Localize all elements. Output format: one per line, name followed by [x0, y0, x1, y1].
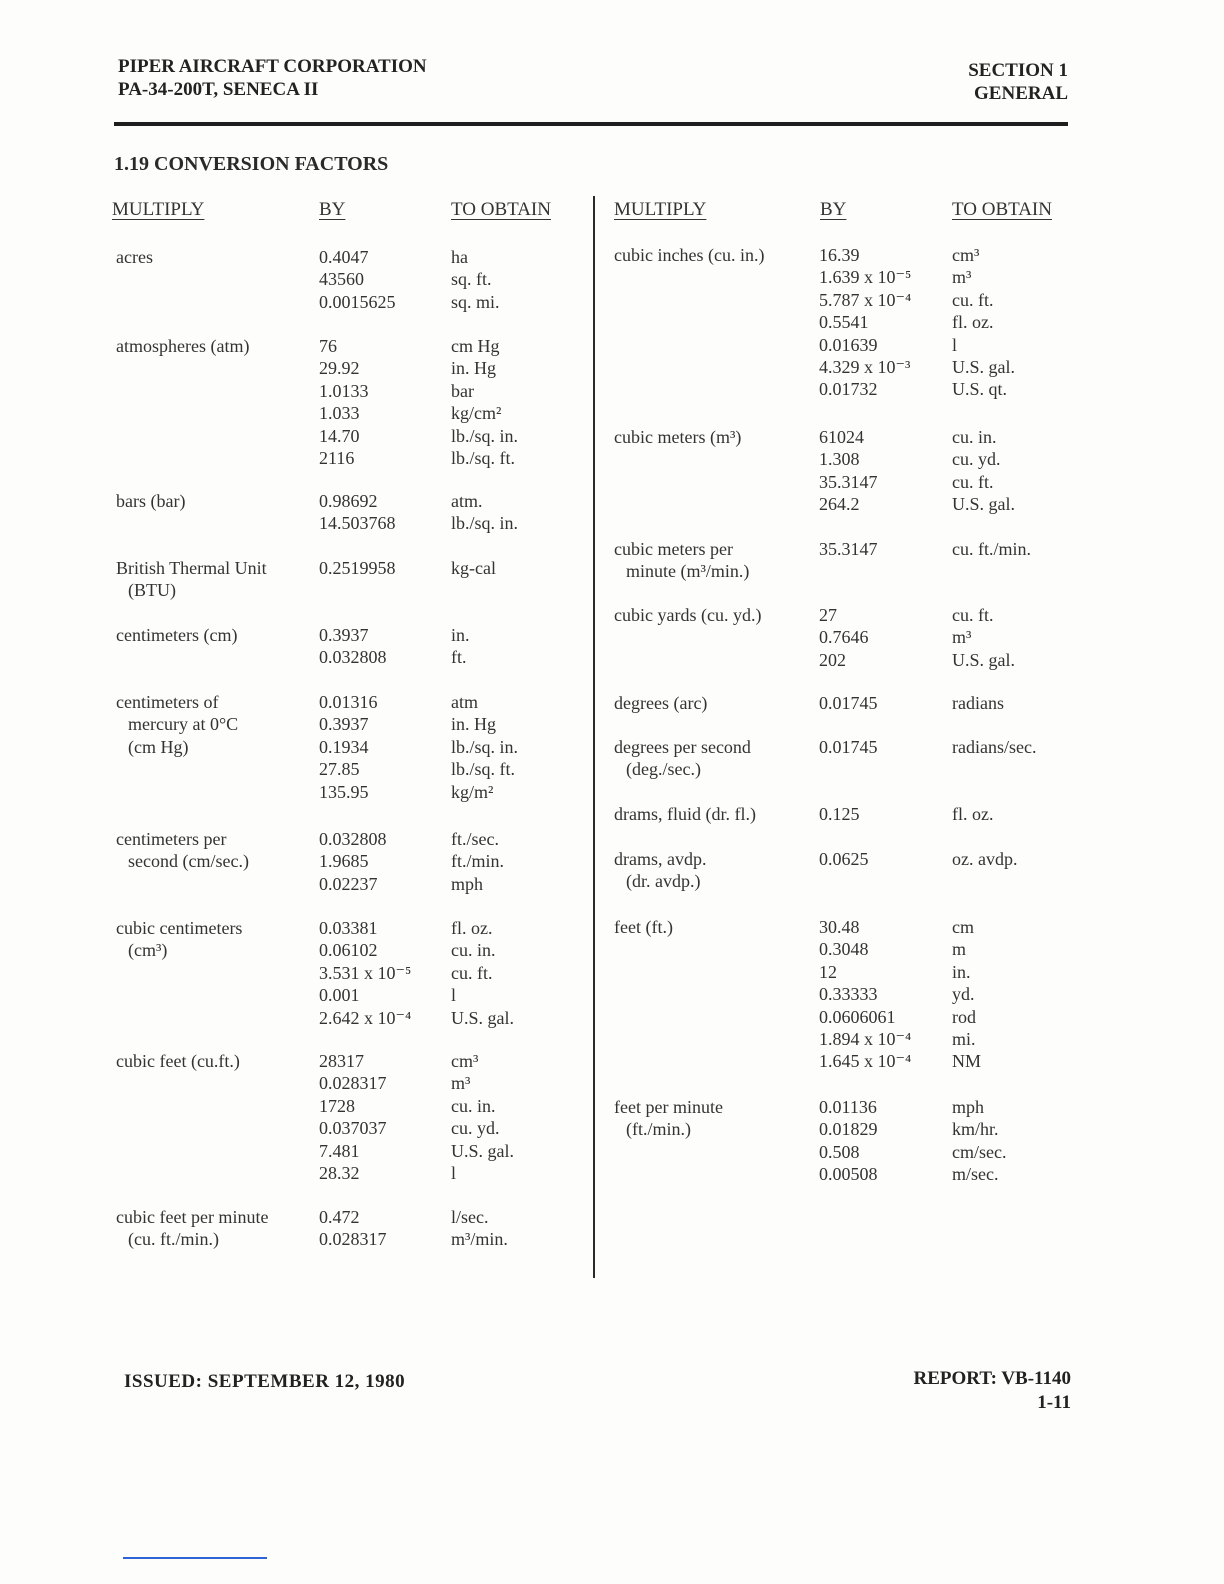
result-unit: U.S. gal.	[451, 1007, 514, 1028]
conversion-factor: 35.3147	[819, 471, 878, 492]
unit-name	[116, 917, 242, 962]
result-unit-column	[952, 244, 1015, 401]
conversion-factor: 0.7646	[819, 627, 869, 648]
conversion-factor: 202	[819, 649, 846, 670]
conversion-factor: 0.125	[819, 804, 860, 824]
result-unit: U.S. gal.	[952, 494, 1015, 515]
conversion-factor: 43560	[319, 269, 364, 290]
unit-name-line: (cm Hg)	[128, 736, 189, 757]
result-unit: mi.	[952, 1029, 976, 1050]
unit-name-line: cubic yards (cu. yd.)	[614, 605, 762, 625]
unit-name-line: centimeters of	[116, 692, 219, 712]
factor-column	[819, 736, 878, 758]
result-unit: radians	[952, 693, 1004, 713]
issue-date: ISSUED: SEPTEMBER 12, 1980	[124, 1371, 406, 1392]
unit-name	[614, 736, 751, 781]
unit-name-line: second (cm/sec.)	[128, 851, 249, 872]
result-unit: oz. avdp.	[952, 849, 1018, 869]
unit-name-line: centimeters per	[116, 829, 227, 849]
result-unit: atm.	[451, 491, 483, 511]
conversion-factor: 1728	[319, 1095, 355, 1116]
unit-name-line: (dr. avdp.)	[626, 871, 701, 892]
conversion-factor: 0.01745	[819, 693, 878, 713]
unit-name-line: atmospheres (atm)	[116, 336, 250, 356]
conversion-factor: 0.1934	[319, 736, 369, 757]
unit-name	[116, 624, 237, 646]
unit-name	[614, 244, 764, 266]
conversion-factor: 135.95	[319, 781, 369, 802]
conversion-factor: 0.0606061	[819, 1006, 896, 1027]
conversion-factor: 0.037037	[319, 1118, 387, 1139]
result-unit: cu. yd.	[451, 1118, 500, 1139]
unit-name	[614, 604, 761, 626]
result-unit-column	[451, 917, 514, 1029]
left-by-header: BY	[319, 199, 346, 220]
unit-name	[116, 691, 238, 758]
column-divider	[593, 196, 595, 1278]
conversion-factor: 0.01136	[819, 1097, 877, 1117]
result-unit: in. Hg	[451, 358, 496, 379]
conversion-factor: 7.481	[319, 1140, 360, 1161]
unit-name	[614, 916, 673, 938]
result-unit: m/sec.	[952, 1164, 999, 1185]
result-unit: kg-cal	[451, 558, 496, 578]
conversion-factor: 0.028317	[319, 1229, 387, 1250]
result-unit: m³	[952, 627, 972, 648]
unit-name-line: degrees per second	[614, 737, 751, 757]
result-unit: U.S. gal.	[952, 649, 1015, 670]
factor-column	[819, 426, 878, 516]
conversion-factor: 0.001	[319, 985, 360, 1006]
conversion-factor: 0.06102	[319, 940, 378, 961]
result-unit: rod	[952, 1006, 976, 1027]
section-name: GENERAL	[974, 83, 1068, 104]
unit-name-line: bars (bar)	[116, 491, 186, 511]
result-unit: fl. oz.	[952, 312, 994, 333]
result-unit: U.S. gal.	[952, 357, 1015, 378]
unit-name	[614, 848, 706, 893]
result-unit: cu. in.	[952, 427, 997, 447]
result-unit-column	[952, 538, 1031, 560]
unit-name-line: cubic meters per	[614, 539, 733, 559]
result-unit: lb./sq. in.	[451, 425, 519, 446]
result-unit-column	[952, 692, 1004, 714]
result-unit: bar	[451, 380, 474, 401]
result-unit: fl. oz.	[451, 918, 493, 938]
factor-column	[819, 692, 878, 714]
unit-name	[116, 828, 249, 873]
factor-column	[819, 538, 878, 560]
conversion-factor: 0.3937	[319, 714, 369, 735]
conversion-factor: 0.3048	[819, 939, 869, 960]
result-unit: cm³	[952, 245, 980, 265]
result-unit-column	[952, 916, 981, 1073]
result-unit-column	[952, 803, 993, 825]
conversion-factor: 2.642 x 10⁻⁴	[319, 1007, 412, 1028]
conversion-factor: 61024	[819, 427, 864, 447]
conversion-factor: 0.98692	[319, 491, 378, 511]
result-unit: radians/sec.	[952, 737, 1037, 757]
factor-column	[319, 335, 369, 469]
result-unit-column	[451, 246, 500, 313]
result-unit: lb./sq. ft.	[451, 759, 516, 780]
factor-column	[319, 917, 411, 1029]
result-unit-column	[451, 691, 518, 803]
conversion-factor: 0.0625	[819, 849, 869, 869]
result-unit: kg/m²	[451, 781, 494, 802]
conversion-factor: 1.894 x 10⁻⁴	[819, 1029, 912, 1050]
result-unit: in.	[451, 625, 470, 645]
result-unit: ft./min.	[451, 851, 504, 872]
result-unit: in. Hg	[451, 714, 496, 735]
result-unit-column	[952, 736, 1036, 758]
conversion-factor: 3.531 x 10⁻⁵	[319, 962, 412, 983]
factor-column	[319, 490, 396, 535]
result-unit: m³/min.	[451, 1229, 508, 1250]
result-unit: in.	[952, 961, 971, 982]
result-unit: cu. ft./min.	[952, 539, 1031, 559]
conversion-factor: 1.639 x 10⁻⁵	[819, 267, 912, 288]
unit-name-line: drams, avdp.	[614, 849, 707, 869]
conversion-factor: 28317	[319, 1051, 364, 1071]
result-unit-column	[451, 490, 518, 535]
conversion-factor: 0.01639	[819, 334, 878, 355]
aircraft-model: PA-34-200T, SENECA II	[118, 79, 319, 100]
conversion-factor: 76	[319, 336, 337, 356]
factor-column	[819, 848, 869, 870]
header-rule	[114, 122, 1068, 126]
result-unit: m³	[952, 267, 972, 288]
unit-name-line: (ft./min.)	[626, 1119, 691, 1140]
unit-name	[116, 1050, 240, 1072]
unit-name	[116, 246, 153, 268]
stray-mark	[123, 1557, 267, 1559]
factor-column	[819, 1096, 878, 1186]
result-unit: l	[952, 334, 958, 355]
result-unit: U.S. gal.	[451, 1140, 514, 1161]
result-unit-column	[952, 848, 1017, 870]
result-unit: m³	[451, 1073, 471, 1094]
unit-name-line: minute (m³/min.)	[626, 561, 750, 582]
unit-name-line: (cm³)	[128, 940, 168, 961]
result-unit: l/sec.	[451, 1207, 489, 1227]
result-unit: cu. ft.	[451, 962, 493, 983]
result-unit: l	[451, 1163, 457, 1184]
conversion-factor: 0.33333	[819, 984, 878, 1005]
unit-name-line: centimeters (cm)	[116, 625, 238, 645]
result-unit-column	[451, 624, 470, 669]
unit-name-line: (deg./sec.)	[626, 759, 701, 780]
unit-name-line: degrees (arc)	[614, 693, 708, 713]
conversion-factor: 14.503768	[319, 513, 396, 534]
unit-name	[116, 557, 267, 602]
result-unit: ha	[451, 247, 468, 267]
conversion-factor: 0.2519958	[319, 558, 396, 578]
factor-column	[319, 624, 387, 669]
factor-column	[319, 691, 378, 803]
result-unit: cu. in.	[451, 940, 496, 961]
result-unit: l	[451, 985, 457, 1006]
result-unit: NM	[952, 1051, 982, 1072]
result-unit: cu. in.	[451, 1095, 496, 1116]
conversion-factor: 0.02237	[319, 873, 378, 894]
conversion-factor: 0.01745	[819, 737, 878, 757]
unit-name-line: cubic feet per minute	[116, 1207, 269, 1227]
factor-column	[819, 803, 860, 825]
conversion-factor: 0.5541	[819, 312, 869, 333]
result-unit: cm	[952, 917, 974, 937]
left-obtain-header: TO OBTAIN	[451, 199, 551, 220]
document-footer-right	[913, 1367, 1071, 1415]
conversion-factor: 14.70	[319, 425, 360, 446]
result-unit: lb./sq. ft.	[451, 448, 516, 469]
result-unit: cu. ft.	[952, 471, 994, 492]
result-unit-column	[451, 335, 518, 469]
right-obtain-header: TO OBTAIN	[952, 199, 1052, 220]
result-unit-column	[451, 557, 496, 579]
conversion-factor: 30.48	[819, 917, 860, 937]
conversion-factor: 1.033	[319, 403, 360, 424]
result-unit: cu. ft.	[952, 605, 994, 625]
result-unit: mph	[451, 873, 484, 894]
conversion-factor: 0.508	[819, 1141, 860, 1162]
conversion-factor: 0.472	[319, 1207, 360, 1227]
result-unit: kg/cm²	[451, 403, 502, 424]
page-number: 1-11	[1037, 1392, 1071, 1413]
unit-name	[614, 426, 741, 448]
conversion-factor: 29.92	[319, 358, 360, 379]
conversion-factor: 1.308	[819, 449, 860, 470]
conversion-factor: 4.329 x 10⁻³	[819, 357, 911, 378]
company-name: PIPER AIRCRAFT CORPORATION	[118, 56, 427, 77]
conversion-factor: 264.2	[819, 494, 860, 515]
unit-name	[614, 1096, 723, 1141]
conversion-factor: 12	[819, 961, 837, 982]
result-unit: ft.	[451, 647, 467, 668]
conversion-factor: 0.01732	[819, 379, 878, 400]
conversion-factor: 0.032808	[319, 829, 387, 849]
unit-name-line: (BTU)	[128, 580, 176, 601]
report-number: REPORT: VB-1140	[913, 1368, 1071, 1389]
conversion-factor: 28.32	[319, 1163, 360, 1184]
conversion-factor: 0.01829	[819, 1119, 878, 1140]
unit-name	[614, 803, 756, 825]
section-number: SECTION 1	[968, 60, 1068, 81]
conversion-factor: 0.3937	[319, 625, 369, 645]
unit-name-line: acres	[116, 247, 153, 267]
result-unit: cm/sec.	[952, 1141, 1007, 1162]
factor-column	[319, 246, 396, 313]
unit-name	[116, 1206, 268, 1251]
conversion-factor: 0.032808	[319, 647, 387, 668]
unit-name-line: (cu. ft./min.)	[128, 1229, 219, 1250]
factor-column	[319, 1050, 387, 1184]
result-unit: m	[952, 939, 967, 960]
conversion-factor: 27	[819, 605, 837, 625]
result-unit: lb./sq. in.	[451, 736, 519, 757]
document-header-right	[968, 59, 1068, 105]
section-title: 1.19 CONVERSION FACTORS	[114, 153, 389, 175]
conversion-factor: 27.85	[319, 759, 360, 780]
factor-column	[819, 604, 869, 671]
result-unit: cm³	[451, 1051, 479, 1071]
unit-name-line: cubic meters (m³)	[614, 427, 742, 447]
unit-name-line: feet (ft.)	[614, 917, 673, 937]
unit-name	[614, 538, 749, 583]
result-unit: U.S. qt.	[952, 379, 1008, 400]
result-unit: sq. ft.	[451, 269, 492, 290]
unit-name-line: cubic centimeters	[116, 918, 243, 938]
result-unit-column	[952, 426, 1015, 516]
unit-name-line: cubic feet (cu.ft.)	[116, 1051, 240, 1071]
conversion-factor: 0.03381	[319, 918, 378, 938]
result-unit: atm	[451, 692, 478, 712]
conversion-factor: 0.0015625	[319, 291, 396, 312]
conversion-factor: 16.39	[819, 245, 860, 265]
factor-column	[319, 557, 396, 579]
result-unit: mph	[952, 1097, 985, 1117]
conversion-factor: 2116	[319, 448, 355, 469]
left-multiply-header: MULTIPLY	[112, 199, 205, 220]
result-unit-column	[952, 604, 1015, 671]
result-unit: cu. yd.	[952, 449, 1001, 470]
unit-name	[116, 335, 249, 357]
result-unit: km/hr.	[952, 1119, 999, 1140]
conversion-factor: 0.01316	[319, 692, 378, 712]
unit-name-line: drams, fluid (dr. fl.)	[614, 804, 756, 824]
unit-name-line: cubic inches (cu. in.)	[614, 245, 765, 265]
conversion-factor: 0.4047	[319, 247, 369, 267]
conversion-factor: 1.0133	[319, 380, 369, 401]
result-unit-column	[451, 828, 504, 895]
unit-name-line: mercury at 0°C	[128, 714, 239, 735]
conversion-factor: 0.028317	[319, 1073, 387, 1094]
factor-column	[319, 1206, 387, 1251]
right-multiply-header: MULTIPLY	[614, 199, 707, 220]
factor-column	[819, 244, 911, 401]
result-unit: fl. oz.	[952, 804, 994, 824]
factor-column	[819, 916, 911, 1073]
result-unit-column	[451, 1050, 514, 1184]
result-unit: cm Hg	[451, 336, 500, 356]
conversion-factor: 0.00508	[819, 1164, 878, 1185]
conversion-factor: 35.3147	[819, 539, 878, 559]
result-unit: lb./sq. in.	[451, 513, 519, 534]
conversion-factor: 5.787 x 10⁻⁴	[819, 289, 912, 310]
conversion-factor: 1.9685	[319, 851, 369, 872]
result-unit-column	[451, 1206, 508, 1251]
result-unit: cu. ft.	[952, 289, 994, 310]
unit-name	[116, 490, 185, 512]
unit-name-line: feet per minute	[614, 1097, 723, 1117]
result-unit: ft./sec.	[451, 829, 499, 849]
right-by-header: BY	[820, 199, 847, 220]
result-unit: yd.	[952, 984, 975, 1005]
conversion-factor: 1.645 x 10⁻⁴	[819, 1051, 912, 1072]
unit-name	[614, 692, 707, 714]
unit-name-line: British Thermal Unit	[116, 558, 267, 578]
result-unit: sq. mi.	[451, 291, 500, 312]
factor-column	[319, 828, 387, 895]
document-header-left	[118, 55, 427, 101]
result-unit-column	[952, 1096, 1006, 1186]
